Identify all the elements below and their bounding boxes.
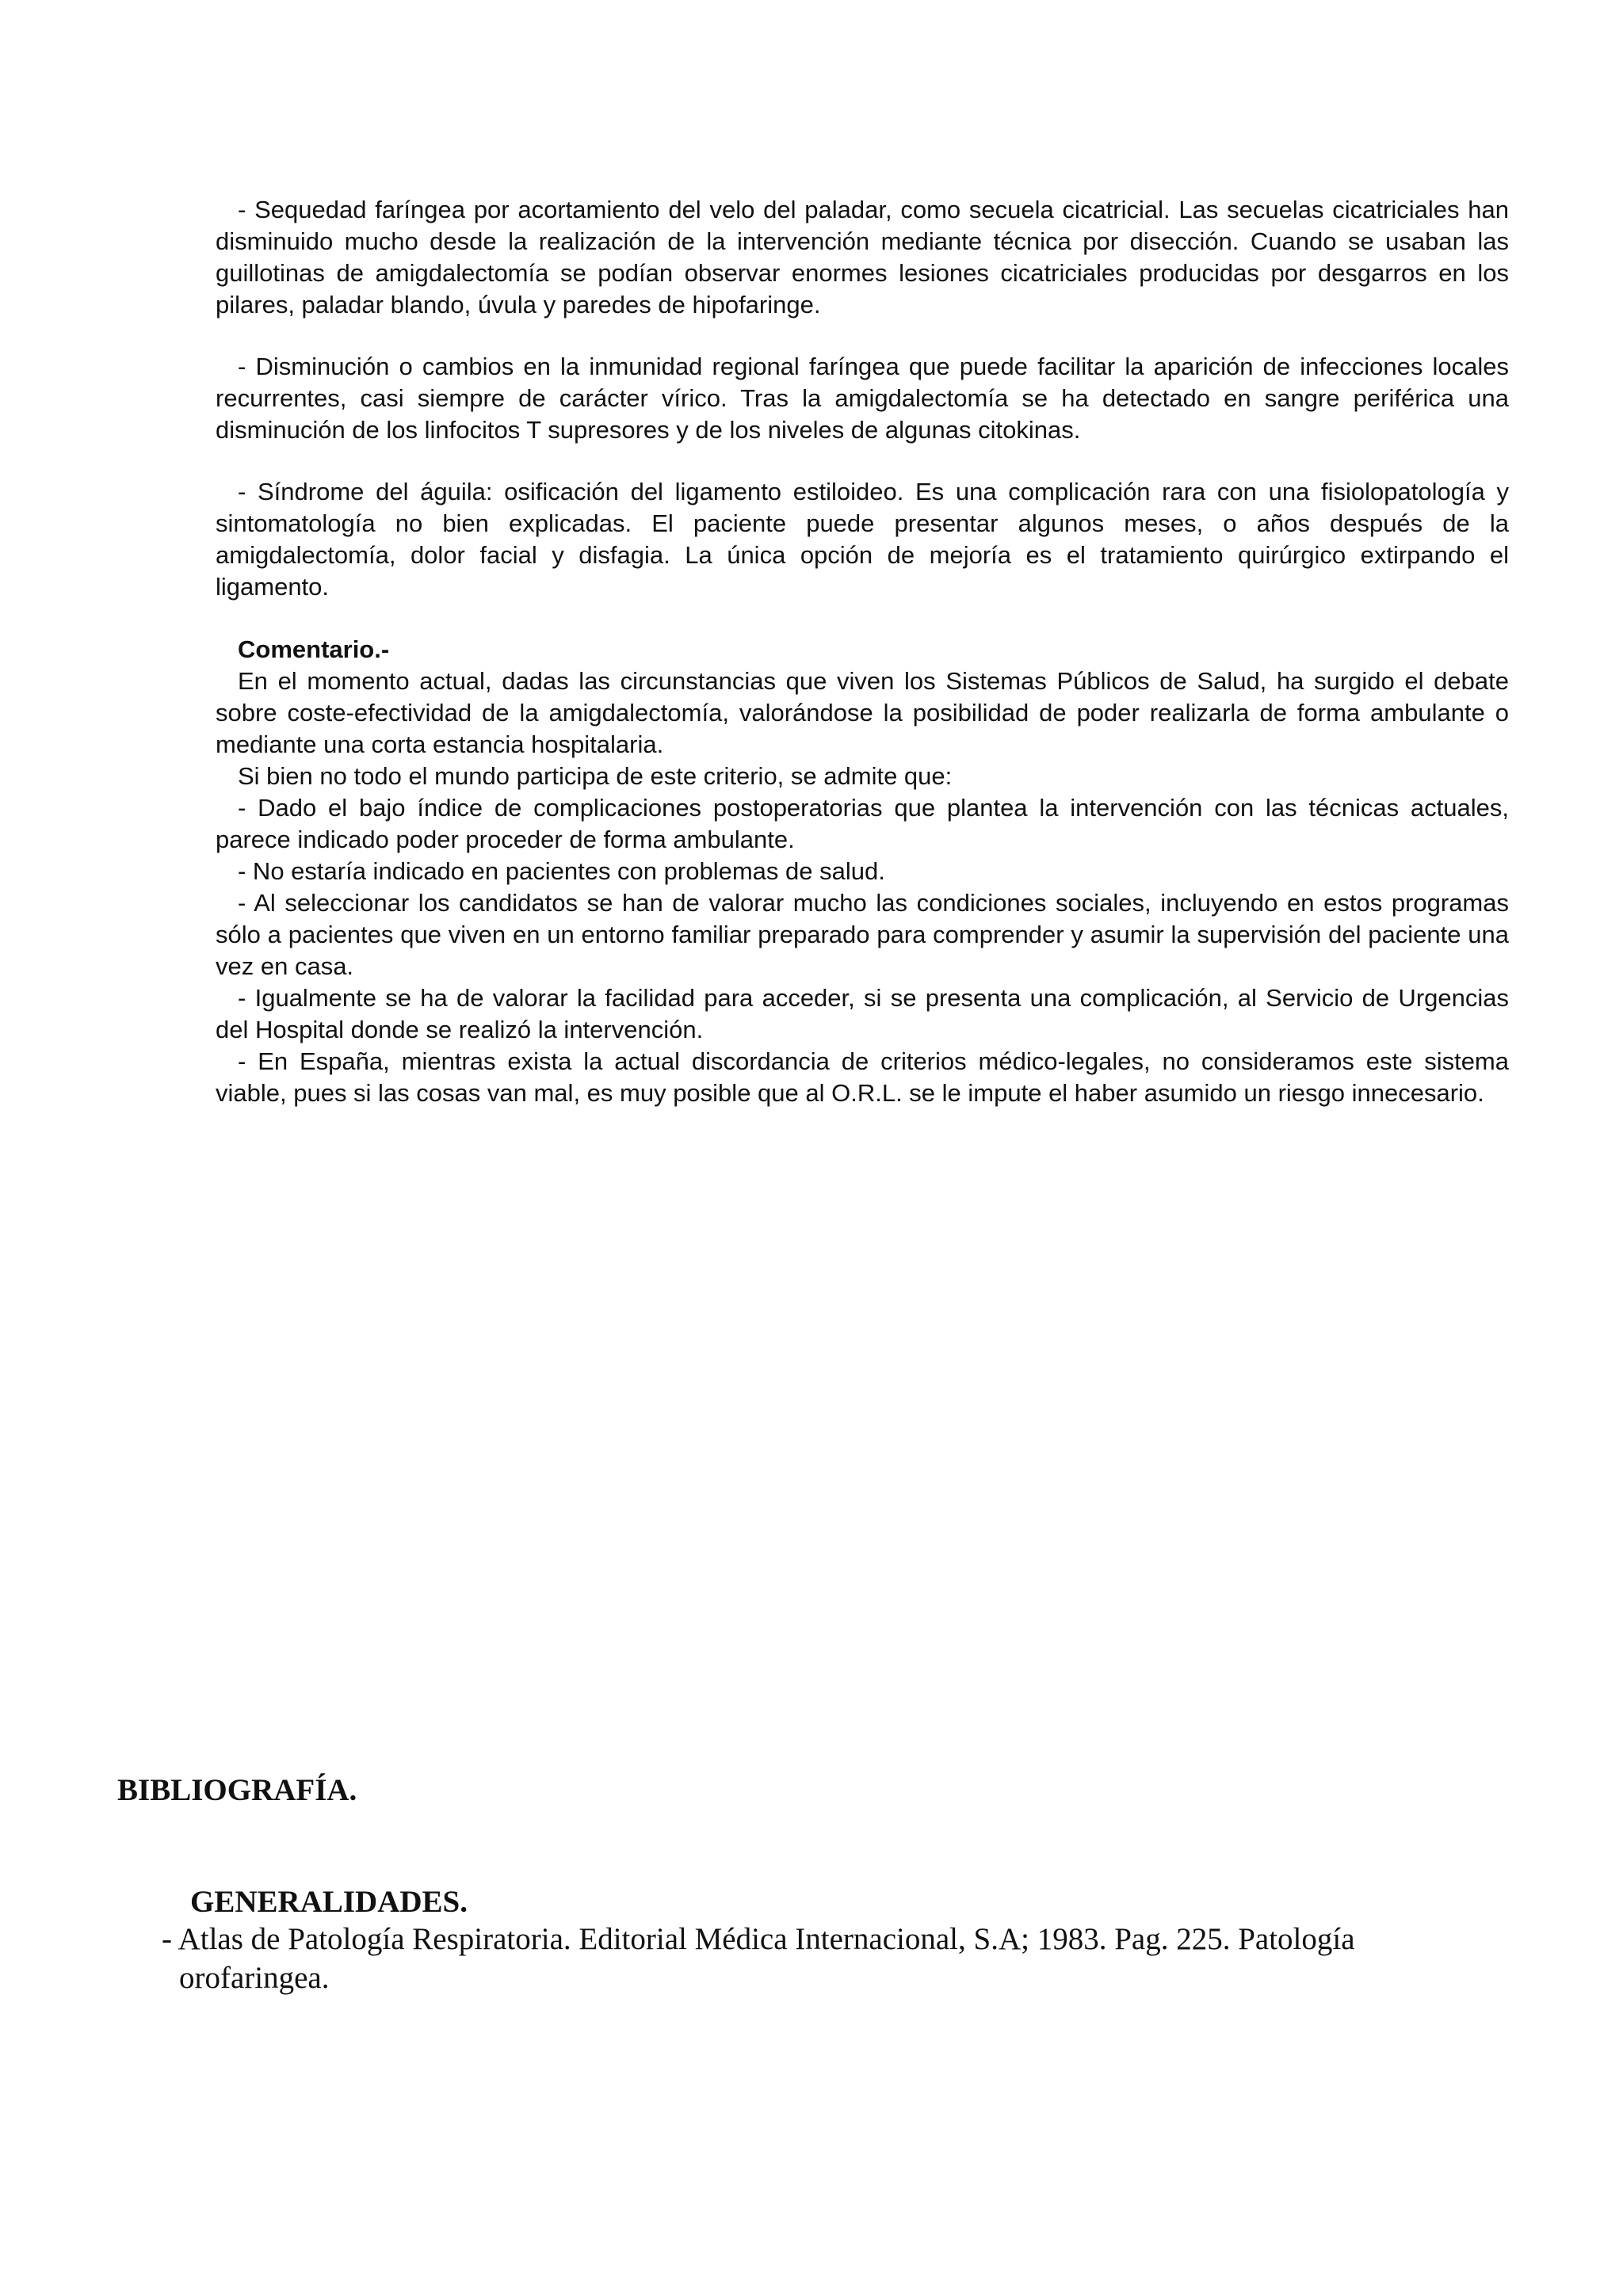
comment-line: - Dado el bajo índice de complicaciones postoperatorias que plantea la intervención con las técnicas actuales, parece indicado poder proceder de forma ambulante.	[216, 794, 1509, 853]
comment-title: Comentario.-	[238, 635, 390, 663]
comment-line: En el momento actual, dadas las circunstancias que viven los Sistemas Públicos de Salud, ha surgido el debate sobre coste-efectividad de la amigdalectomía, valorándose la posibilidad de poder realizarla de forma ambulante o mediante una corta estancia hospitalaria.	[216, 667, 1509, 758]
comment-line: Si bien no todo el mundo participa de este criterio, se admite que:	[238, 762, 953, 790]
paragraph-sindrome-aguila: - Síndrome del águila: osificación del ligamento estiloideo. Es una complicación rara con una fisiolopatología y sintomatología no bien explicadas. El paciente puede presentar algunos meses, o años después de la amigdalectomía, dolor facial y disfagia. La única opción de mejoría es el tratamiento quirúrgico extirpando el ligamento.	[216, 478, 1509, 601]
bibliography-heading: BIBLIOGRAFÍA.	[117, 1773, 357, 1807]
reference-item: - Atlas de Patología Respiratoria. Editorial Médica Internacional, S.A; 1983. Pag. 225. Patología orofaringea.	[162, 1922, 1355, 1995]
paragraph-sequedad: - Sequedad faríngea por acortamiento del velo del paladar, como secuela cicatricial. Las secuelas cicatriciales han disminuido mucho desde la realización de la intervención mediante técnica por disección. Cuando se usaban las guillotinas de amigdalectomía se podían observar enormes lesiones cicatriciales producidas por desgarros en los pilares, paladar blando, úvula y paredes de hipofaringe.	[216, 196, 1509, 318]
generalidades-heading: GENERALIDADES.	[190, 1885, 468, 1919]
comment-section	[216, 634, 1509, 1109]
comment-line: - Igualmente se ha de valorar la facilidad para acceder, si se presenta una complicación, al Servicio de Urgencias del Hospital donde se realizó la intervención.	[216, 984, 1509, 1043]
paragraph-inmunidad: - Disminución o cambios en la inmunidad regional faríngea que puede facilitar la aparición de infecciones locales recurrentes, casi siempre de carácter vírico. Tras la amigdalectomía se ha detectado en sangre periférica una disminución de los linfocitos T supresores y de los niveles de algunas citokinas.	[216, 353, 1509, 444]
comment-line: - No estaría indicado en pacientes con problemas de salud.	[238, 857, 885, 885]
comment-line: - Al seleccionar los candidatos se han de valorar mucho las condiciones sociales, incluyendo en estos programas sólo a pacientes que viven en un entorno familiar preparado para comprender y asumir la supervisión del paciente una vez en casa.	[216, 889, 1509, 980]
comment-line: - En España, mientras exista la actual discordancia de criterios médico-legales, no consideramos este sistema viable, pues si las cosas van mal, es muy posible que al O.R.L. se le impute el haber asumido un riesgo innecesario.	[216, 1047, 1509, 1107]
